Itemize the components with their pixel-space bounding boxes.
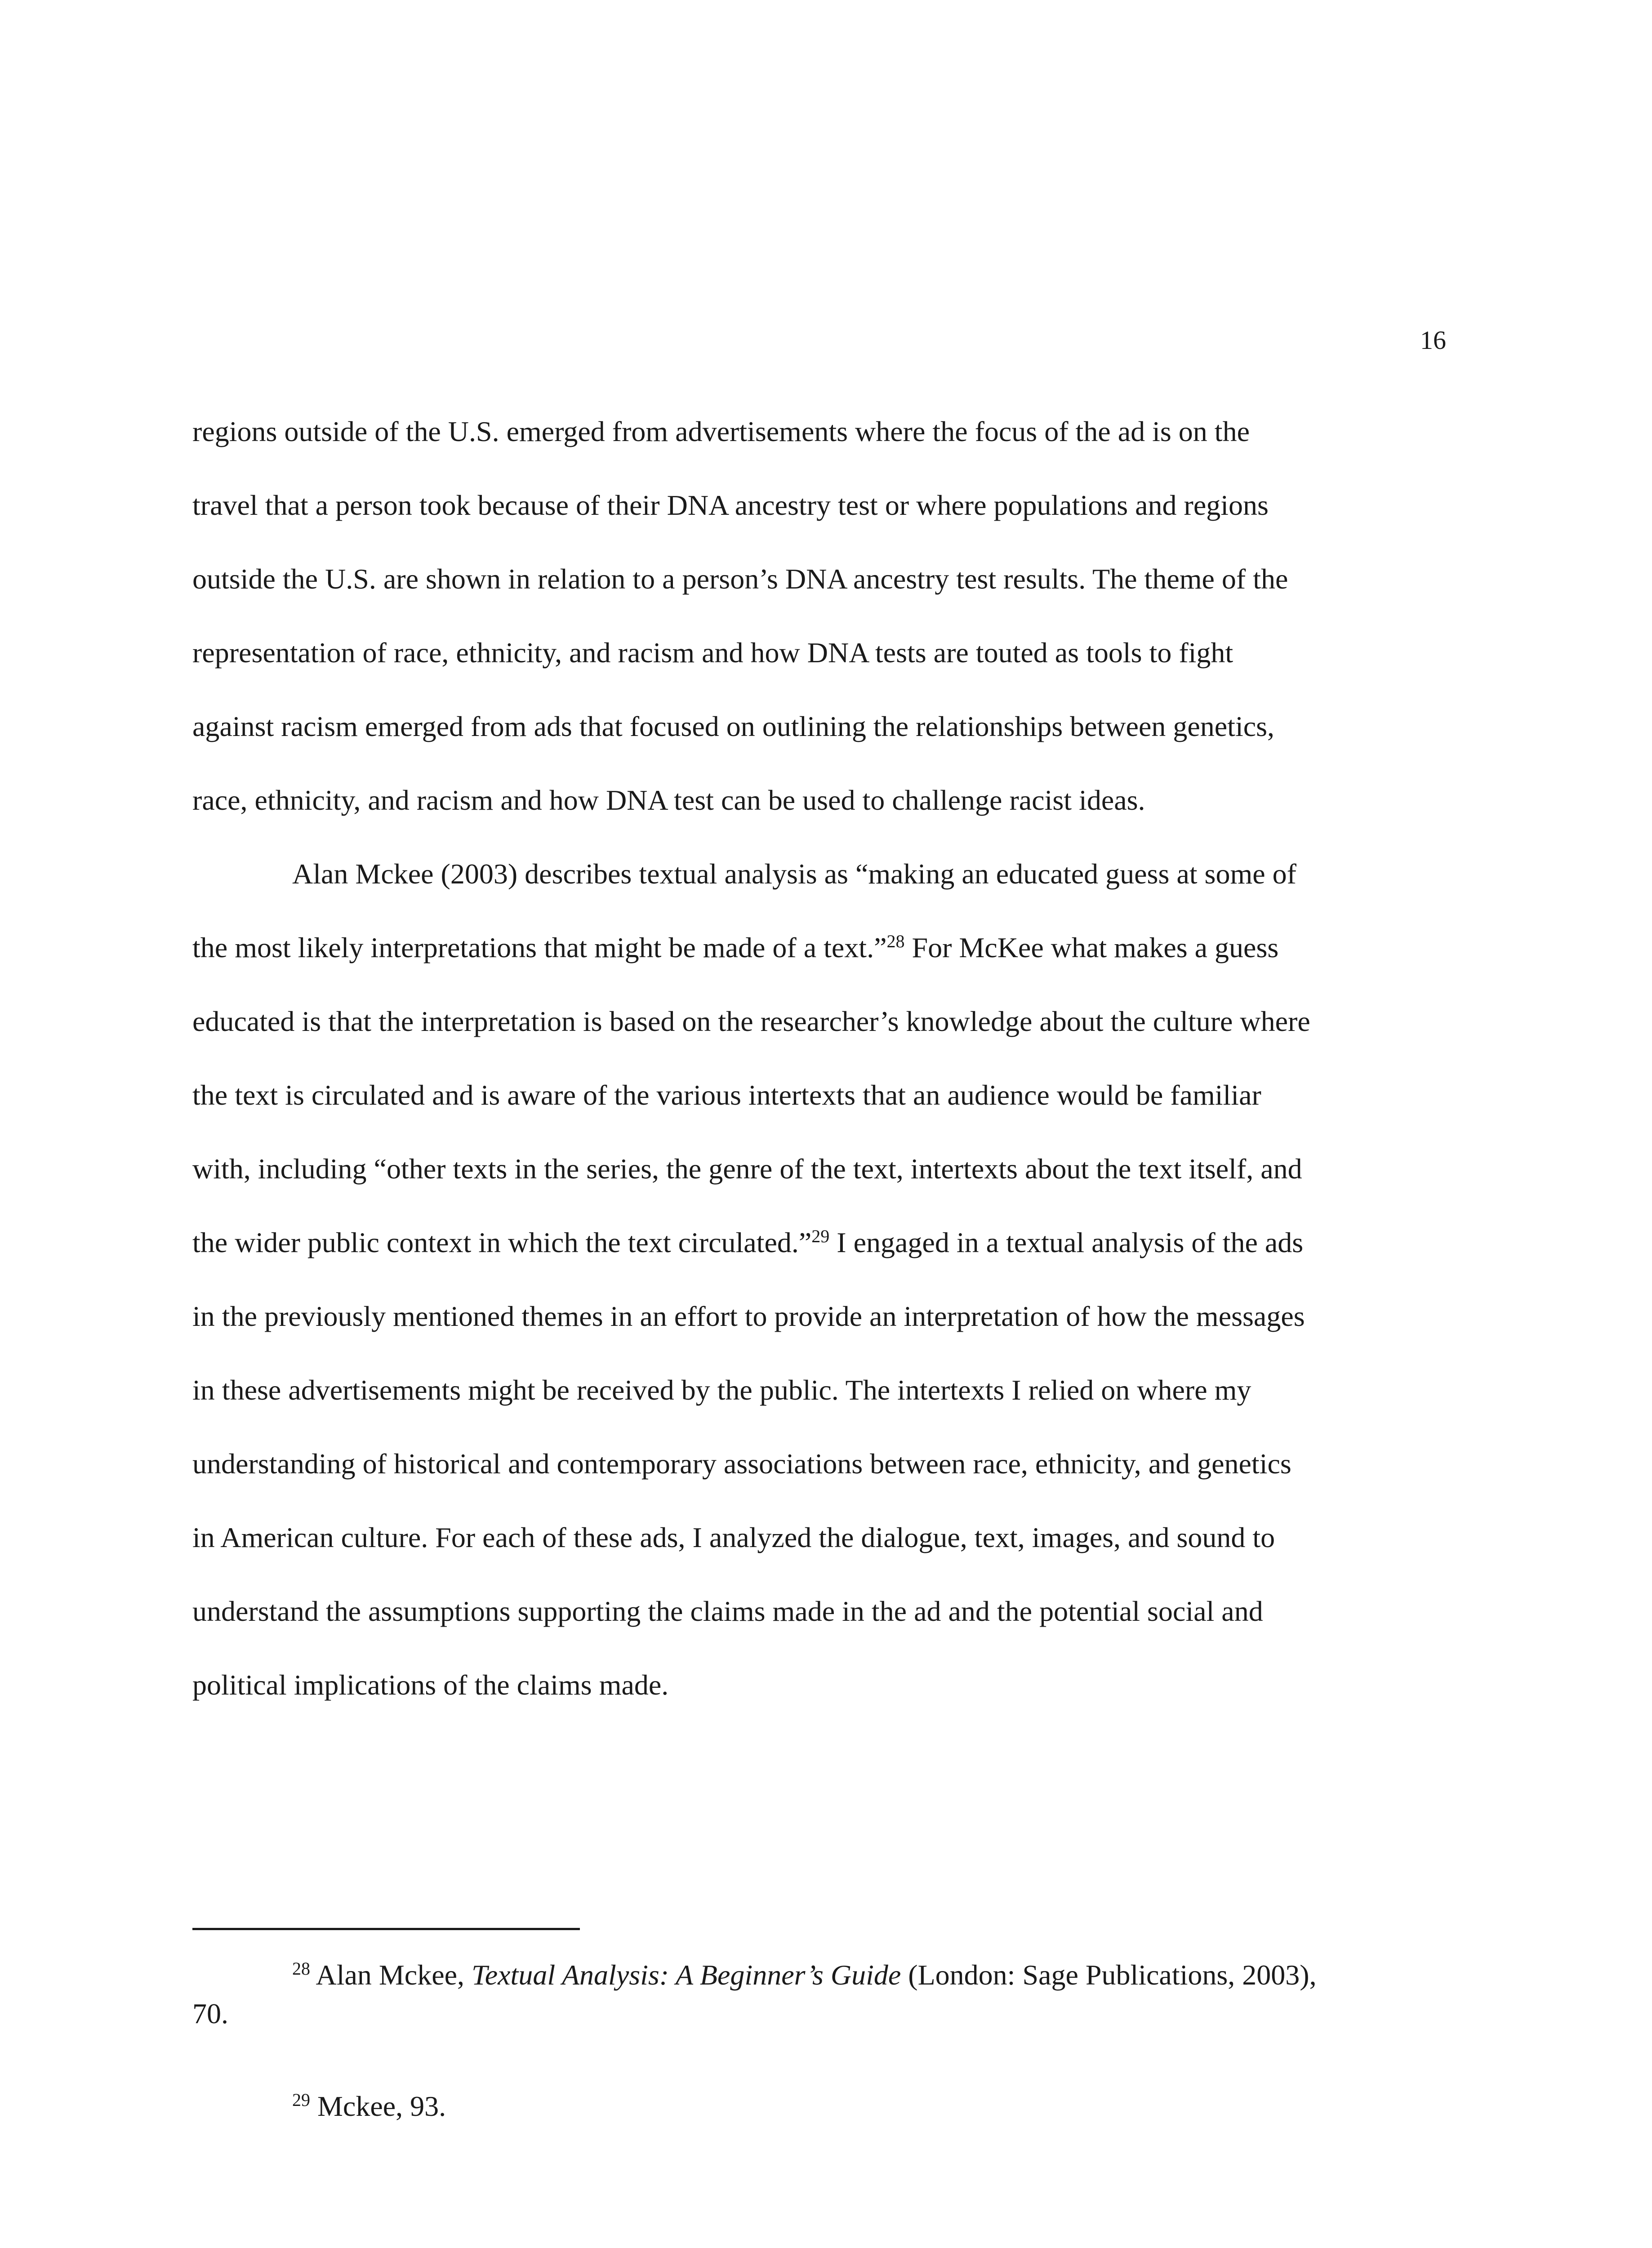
text-span: For McKee what makes a guess: [904, 932, 1279, 963]
footnote-number: 29: [292, 2090, 310, 2110]
text-line: with, including “other texts in the series, the genre of the text, intertexts about the text itself, and: [192, 1153, 1302, 1185]
text-line: in these advertisements might be received by the public. The intertexts I relied on where my: [192, 1374, 1251, 1406]
paragraph-1: [192, 395, 1440, 837]
text-line: regions outside of the U.S. emerged from advertisements where the focus of the ad is on the: [192, 415, 1250, 447]
footnote-ref-29[interactable]: 29: [811, 1226, 830, 1246]
text-line: race, ethnicity, and racism and how DNA test can be used to challenge racist ideas.: [192, 784, 1145, 816]
text-line: [192, 1206, 1440, 1280]
footnote-author: Alan Mckee,: [310, 1959, 472, 1991]
footnote-title: Textual Analysis: A Beginner’s Guide: [472, 1959, 901, 1991]
footnote-line: [192, 2087, 1451, 2126]
footnote-text: Mckee, 93.: [310, 2090, 446, 2122]
body-text: [192, 395, 1440, 1722]
text-line: understand the assumptions supporting the claims made in the ad and the potential social and: [192, 1595, 1263, 1627]
footnote-number: 28: [292, 1958, 310, 1979]
text-line: [192, 911, 1440, 985]
footnotes: [192, 1956, 1451, 2126]
paragraph-2: [192, 837, 1440, 1722]
footnote-divider: [192, 1928, 580, 1930]
text-line: outside the U.S. are shown in relation to a person’s DNA ancestry test results. The theme of the: [192, 563, 1288, 595]
text-span: I engaged in a textual analysis of the ads: [829, 1227, 1304, 1258]
text-span: the most likely interpretations that might be made of a text.”: [192, 932, 887, 963]
footnote-29: [192, 2087, 1451, 2126]
text-line: political implications of the claims made.: [192, 1669, 669, 1701]
footnote-spacer: [192, 2033, 1451, 2087]
page-number: 16: [1420, 326, 1446, 355]
footnote-28: [192, 1956, 1451, 2033]
text-line: travel that a person took because of their DNA ancestry test or where populations and regions: [192, 489, 1269, 521]
footnote-line: [192, 1956, 1451, 1994]
text-line: in American culture. For each of these ads, I analyzed the dialogue, text, images, and sound to: [192, 1521, 1275, 1553]
footnote-ref-28[interactable]: 28: [886, 931, 905, 951]
text-line: the text is circulated and is aware of the various intertexts that an audience would be familiar: [192, 1079, 1261, 1111]
text-line: representation of race, ethnicity, and racism and how DNA tests are touted as tools to fight: [192, 637, 1233, 669]
footnote-publication: (London: Sage Publications, 2003),: [901, 1959, 1317, 1991]
text-line: Alan Mckee (2003) describes textual analysis as “making an educated guess at some of: [292, 858, 1296, 890]
text-span: the wider public context in which the text circulated.”: [192, 1227, 812, 1258]
text-line: understanding of historical and contemporary associations between race, ethnicity, and genetics: [192, 1448, 1291, 1480]
text-line: against racism emerged from ads that focused on outlining the relationships between genetics,: [192, 710, 1275, 742]
text-line: in the previously mentioned themes in an effort to provide an interpretation of how the messages: [192, 1300, 1305, 1332]
footnote-line: 70.: [192, 1998, 228, 2029]
text-line: educated is that the interpretation is based on the researcher’s knowledge about the culture where: [192, 1005, 1310, 1037]
